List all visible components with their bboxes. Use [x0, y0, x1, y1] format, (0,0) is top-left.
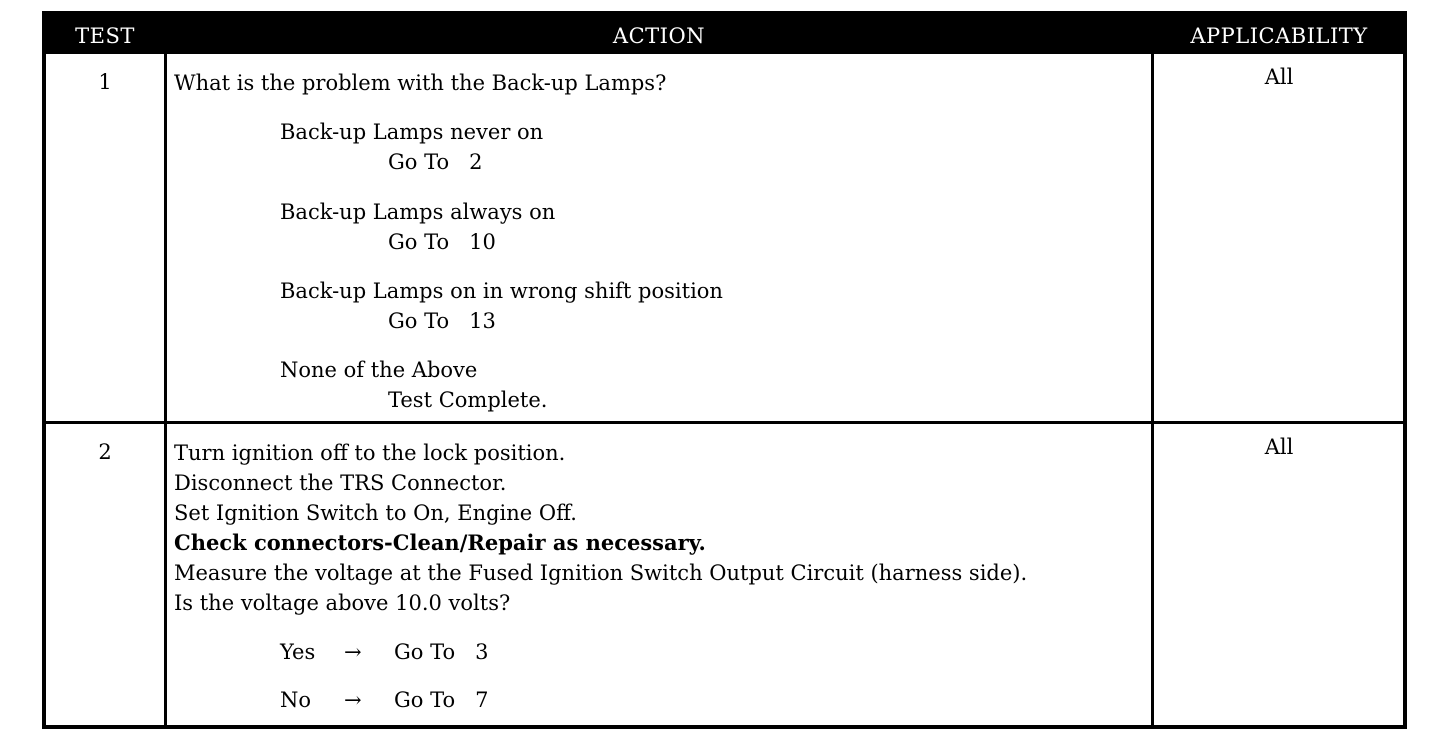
row-2-step: Is the voltage above 10.0 volts?: [174, 591, 511, 615]
row-1-test-number: 1: [98, 70, 112, 94]
divider-action-applicability: [1151, 54, 1154, 725]
header-applicability: APPLICABILITY: [1190, 24, 1368, 48]
row-2-no-label: No: [280, 688, 312, 712]
test-action-table: [42, 11, 1407, 729]
row-1-applicability: All: [1264, 65, 1294, 89]
arrow-right-icon: →: [344, 688, 362, 712]
row-2-step-bold: Check connectors-Clean/Repair as necessary.: [174, 530, 706, 555]
row-1-option-label: None of the Above: [280, 358, 478, 382]
divider-test-action: [164, 54, 167, 725]
row-2-step: Measure the voltage at the Fused Ignition Switch Output Circuit (harness side).: [174, 561, 1028, 585]
row-1-option-result: Go To 13: [388, 309, 496, 333]
row-2-step: Set Ignition Switch to On, Engine Off.: [174, 501, 577, 525]
row-1-question: What is the problem with the Back-up Lamps?: [174, 71, 667, 95]
row-2-yes-label: Yes: [280, 640, 316, 664]
header-action: ACTION: [612, 24, 706, 48]
row-1-option-result: Go To 10: [388, 230, 496, 254]
header-test: TEST: [75, 24, 135, 48]
table-header: [46, 15, 1403, 54]
row-1-option-result: Test Complete.: [388, 388, 548, 412]
row-2-yes-result: Go To 3: [394, 640, 489, 664]
row-2-test-number: 2: [98, 440, 112, 464]
row-1-option-result: Go To 2: [388, 150, 483, 174]
row-1-option-label: Back-up Lamps always on: [280, 200, 556, 224]
row-divider: [46, 421, 1403, 424]
row-2-step: Disconnect the TRS Connector.: [174, 471, 507, 495]
arrow-right-icon: →: [344, 640, 362, 664]
row-1-option-label: Back-up Lamps never on: [280, 120, 544, 144]
row-2-step: Turn ignition off to the lock position.: [174, 441, 566, 465]
row-2-no-result: Go To 7: [394, 688, 489, 712]
row-2-applicability: All: [1264, 435, 1294, 459]
row-1-option-label: Back-up Lamps on in wrong shift position: [280, 279, 723, 303]
